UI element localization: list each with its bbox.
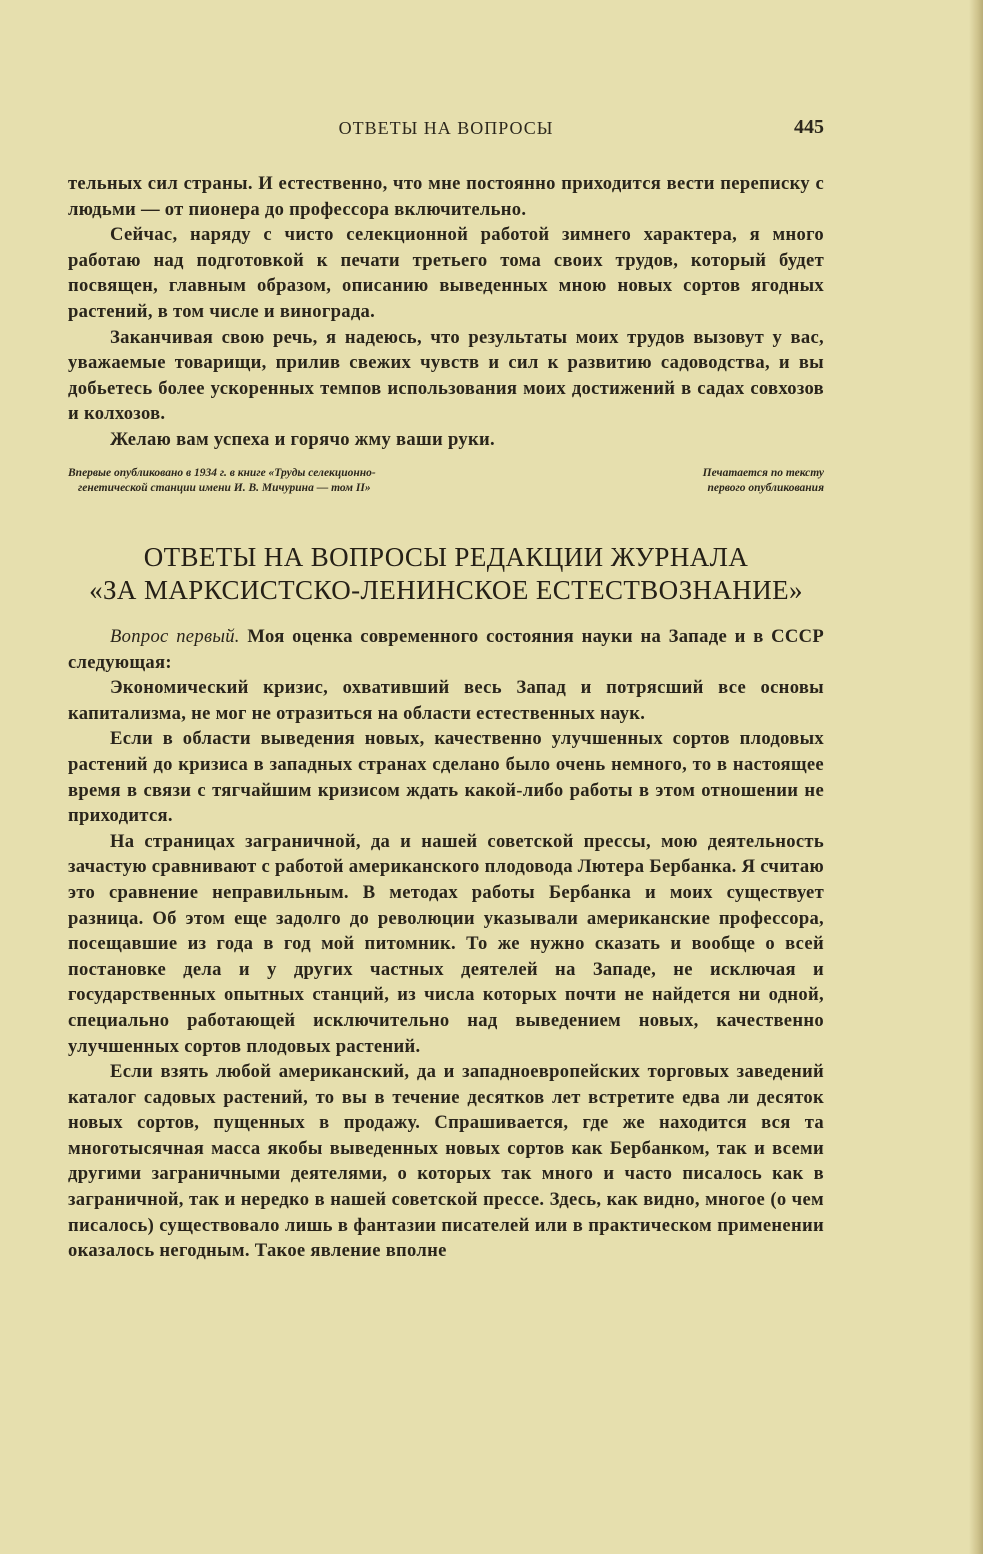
publication-source-note <box>68 466 824 500</box>
paragraph: Если взять любой американский, да и западноевропейских торговых заведений каталог садовых растений, то вы в течение десятков лет встретите едва ли десяток новых сортов, пущенных в продажу. Спрашивается, где же находится вся та многотысячная масса якобы выведенных новых сортов как Бербанком, так и всеми другими заграничными деятелями, о которых так много и часто писалось как в заграничной, так и нередко в нашей советской прессе. Здесь, как видно, многое (о чем писалось) существовало лишь в фантазии писателей или в практическом применении оказалось негодным. Такое явление вполне <box>68 1061 824 1262</box>
question-paragraph <box>68 624 824 675</box>
paragraph: Экономический кризис, охвативший весь Запад и потрясший все основы капитализма, не мог не отразиться на области естественных наук. <box>68 677 824 724</box>
source-note-line: генетической станции имени И. В. Мичурина — том II» <box>78 482 371 494</box>
page-edge-shadow <box>969 0 983 1554</box>
section-text-block <box>68 624 824 1264</box>
source-note-line: Впервые опубликовано в 1934 г. в книге «Труды селекционно- <box>68 467 376 479</box>
source-note-line: Печатается по тексту <box>702 467 824 479</box>
section-title-line: ОТВЕТЫ НА ВОПРОСЫ РЕДАКЦИИ ЖУРНАЛА <box>143 542 749 572</box>
paragraph: тельных сил страны. И естественно, что мне постоянно приходится вести переписку с людьми — от пионера до профессора включительно. <box>68 173 824 220</box>
question-label: Вопрос первый. <box>110 626 240 647</box>
printed-from-note <box>624 466 824 496</box>
continued-text-block <box>68 171 824 453</box>
page-number: 445 <box>794 116 824 138</box>
question-text: Моя оценка современного состояния науки на Западе и в СССР следующая: <box>68 626 825 673</box>
paragraph: Сейчас, наряду с чисто селекционной работой зимнего характера, я много работаю над подготовкой к печати третьего тома своих трудов, который будет посвящен, главным образом, описанию выведенных мною новых сортов ягодных растений, в том числе и винограда. <box>68 224 824 322</box>
paragraph: Заканчивая свою речь, я надеюсь, что результаты моих трудов вызовут у вас, уважаемые товарищи, прилив свежих чувств и сил к развитию садоводства, и вы добьетесь более ускоренных темпов использования моих достижений в садах совхозов и колхозов. <box>68 326 824 425</box>
section-title <box>68 541 824 607</box>
paragraph: На страницах заграничной, да и нашей советской прессы, мою деятельность зачастую сравнивают с работой американского плодовода Лютера Бербанка. Я считаю это сравнение неправильным. В методах работы Бербанка и моих существует разница. Об этом еще задолго до революции указывали американские профессора, посещавшие из года в год мой питомник. То же нужно сказать и вообще о всей постановке дела и у других частных деятелей на Западе, не исключая и государственных опытных станций, из числа которых почти не найдется ни одной, специально работающей исключительно над выведением новых, качественно улучшенных сортов плодовых растений. <box>68 830 824 1057</box>
running-title: ОТВЕТЫ НА ВОПРОСЫ <box>338 118 554 138</box>
paragraph: Если в области выведения новых, качественно улучшенных сортов плодовых растений до кризиса в западных странах сделано было очень немного, то в настоящее время в связи с тягчайшим кризисом ждать какой-либо работы в этом отношении не приходится. <box>68 728 824 827</box>
paragraph: Желаю вам успеха и горячо жму ваши руки. <box>110 428 495 450</box>
source-note-line: первого опубликования <box>707 482 824 494</box>
section-title-line: «ЗА МАРКСИСТСКО-ЛЕНИНСКОЕ ЕСТЕСТВОЗНАНИЕ» <box>89 575 803 605</box>
running-header <box>68 118 824 146</box>
first-published-note <box>68 466 508 496</box>
